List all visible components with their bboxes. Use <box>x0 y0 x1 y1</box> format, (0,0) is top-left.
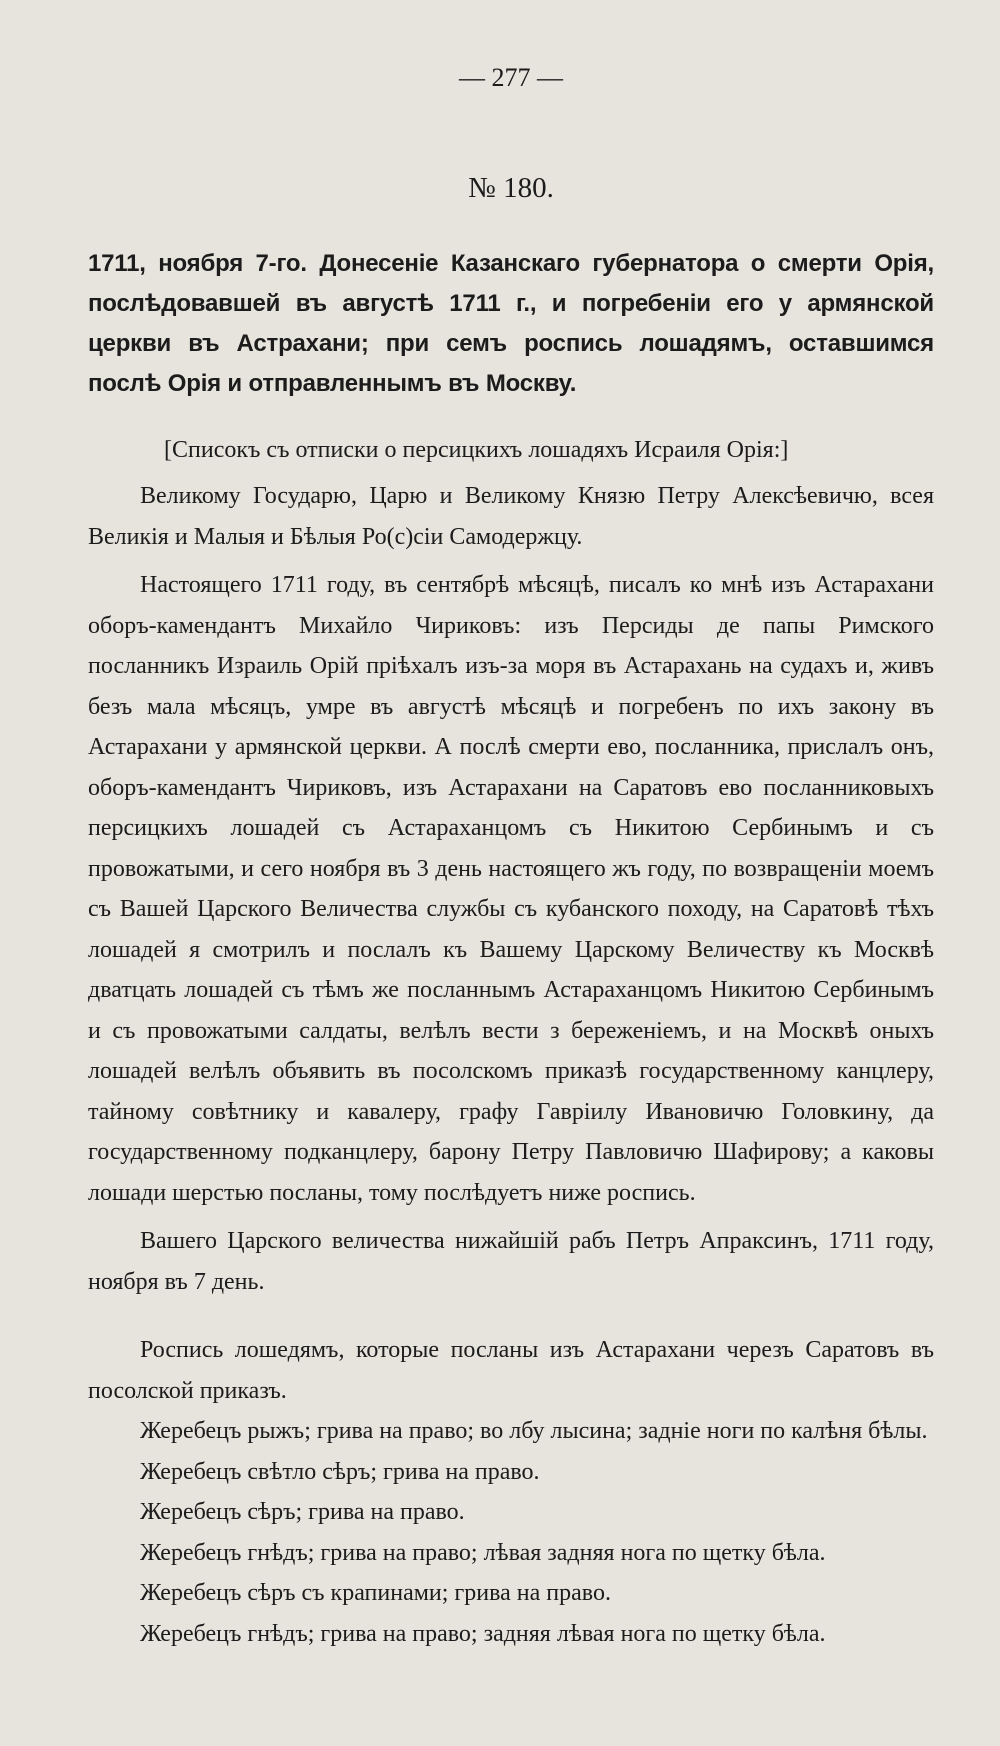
address-paragraph: Великому Государю, Царю и Великому Князю Петру Алексѣевичю, всея Великія и Малыя и Бѣлыя Ро(с)сіи Самодержцу. <box>88 483 934 550</box>
list-item: Жеребецъ гнѣдъ; грива на право; лѣвая задняя нога по щетку бѣла. <box>140 1539 826 1566</box>
list-item: Жеребецъ гнѣдъ; грива на право; задняя лѣвая нога по щетку бѣла. <box>140 1620 826 1647</box>
document-heading: 1711, ноября 7-го. Донесеніе Казанскаго губернатора о смерти Орія, послѣдовавшей въ августѣ 1711 г., и погребеніи его у армянской церкви въ Астрахани; при семъ роспись лошадямъ, оставшимся послѣ Орія и отправленнымъ въ Москву. <box>88 250 934 397</box>
roster-title: Роспись лошедямъ, которые посланы изъ Астарахани черезъ Саратовъ въ посолской приказъ. <box>88 1337 934 1404</box>
page-number: — 277 — <box>459 63 563 92</box>
document-number: № 180. <box>468 172 554 204</box>
source-note: [Списокъ съ отписки о персицкихъ лошадяхъ Исраиля Орія:] <box>164 437 789 463</box>
horse-list <box>88 1411 934 1654</box>
list-item: Жеребецъ рыжъ; грива на право; во лбу лысина; задніе ноги по калѣня бѣлы. <box>140 1418 928 1444</box>
page-content <box>88 58 934 1654</box>
list-item: Жеребецъ свѣтло сѣръ; грива на право. <box>140 1458 540 1485</box>
list-item: Жеребецъ сѣръ съ крапинами; грива на право. <box>140 1580 611 1606</box>
list-item: Жеребецъ сѣръ; грива на право. <box>140 1499 465 1525</box>
signature-paragraph: Вашего Царского величества нижайшій рабъ Петръ Апраксинъ, 1711 году, ноября въ 7 день. <box>88 1228 934 1295</box>
report-paragraph: Настоящего 1711 году, въ сентябрѣ мѣсяцѣ, писалъ ко мнѣ изъ Астарахани оборъ-камендантъ Михайло Чириковъ: изъ Персиды де папы Римского посланникъ Израиль Орій пріѣхалъ изъ-за моря въ Астарахань на судахъ и, живъ безъ мала мѣсяцъ, умре въ августѣ мѣсяцѣ и погребенъ по ихъ закону въ Астарахани у армянской церкви. А послѣ смерти ево, посланника, прислалъ онъ, оборъ-камендантъ Чириковъ, изъ Астарахани на Саратовъ ево посланниковыхъ персицкихъ лошадей съ Астараханцомъ съ Никитою Сербинымъ и съ провожатыми, и сего ноября въ 3 день настоящего жъ году, по возвращеніи моемъ съ Вашей Царского Величества службы съ кубанского походу, на Саратовѣ тѣхъ лошадей я смотрилъ и послалъ къ Вашему Царскому Величеству къ Москвѣ дватцать лошадей съ тѣмъ же посланнымъ Астараханцомъ Никитою Сербинымъ и съ провожатыми салдаты, велѣлъ вести з береженіемъ, и на Москвѣ оныхъ лошадей велѣлъ объявить въ посолскомъ приказѣ государственному канцлеру, тайному совѣтнику и кавалеру, графу Гавріилу Ивановичю Головкину, да государственному подканцлеру, барону Петру Павловичю Шафирову; а каковы лошади шерстью посланы, тому послѣдуетъ ниже роспись. <box>88 572 934 1206</box>
